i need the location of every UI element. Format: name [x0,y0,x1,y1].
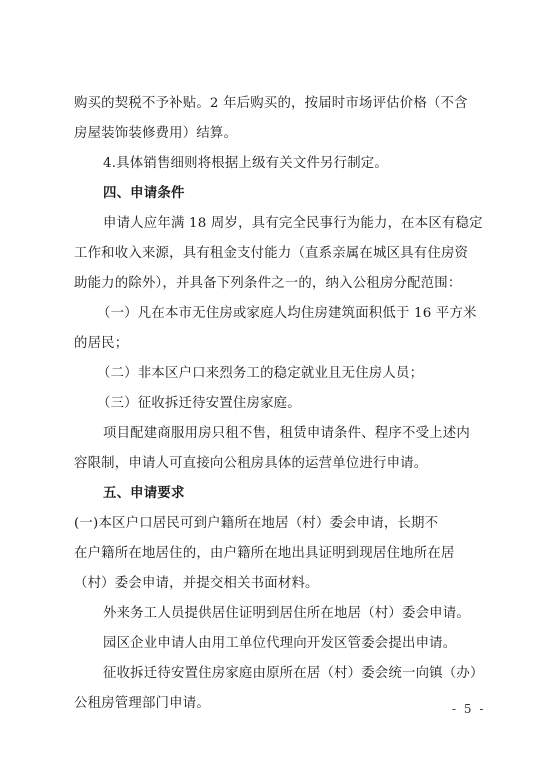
page-number: - 5 - [452,702,486,716]
text-line: 4.具体销售细则将根据上级有关文件另行制定。 [103,156,388,171]
text-line: (一)本区户口居民可到户籍所在地居（村）委会申请，长期不 [74,516,439,531]
text-line: 工作和收入来源，具有租金支付能力（直系亲属在城区具有住房资 [74,246,469,261]
text-line: 外来务工人员提供居住证明到居住所在地居（村）委会申请。 [103,606,470,621]
text-line: 在户籍所在地居住的，由户籍所在地出具证明到现居住地所在居 [74,546,455,561]
text-line: 助能力的除外），并具备下列条件之一的，纳入公租房分配范围： [74,276,462,291]
text-line: （一）凡在本市无住房或家庭人均住房建筑面积低于 16 平方米 [97,306,477,321]
text-line: 房屋装饰装修费用）结算。 [74,126,238,141]
text-line: （村）委会申请，并提交相关书面材料。 [74,576,319,591]
text-line: 项目配建商服用房只租不售，租赁申请条件、程序不受上述内 [103,426,470,441]
section-heading: 四、申请条件 [103,186,185,201]
text-line: 园区企业申请人由用工单位代理向开发区管委会提出申请。 [103,636,457,651]
text-line: 征收拆迁待安置住房家庭由原所在居（村）委会统一向镇（办） [103,666,484,681]
text-line: 申请人应年满 18 周岁，具有完全民事行为能力，在本区有稳定 [103,216,483,231]
text-line: 的居民； [74,336,129,351]
text-line: 容限制，申请人可直接向公租房具体的运营单位进行申请。 [74,456,428,471]
text-line: （二）非本区户口来烈务工的稳定就业且无住房人员； [97,366,424,381]
section-heading: 五、申请要求 [103,486,185,501]
text-line: 购买的契税不予补贴。2 年后购买的，按届时市场评估价格（不含 [74,96,468,111]
text-line: （三）征收拆迁待安置住房家庭。 [97,396,301,411]
text-line: 公租房管理部门申请。 [74,696,210,711]
